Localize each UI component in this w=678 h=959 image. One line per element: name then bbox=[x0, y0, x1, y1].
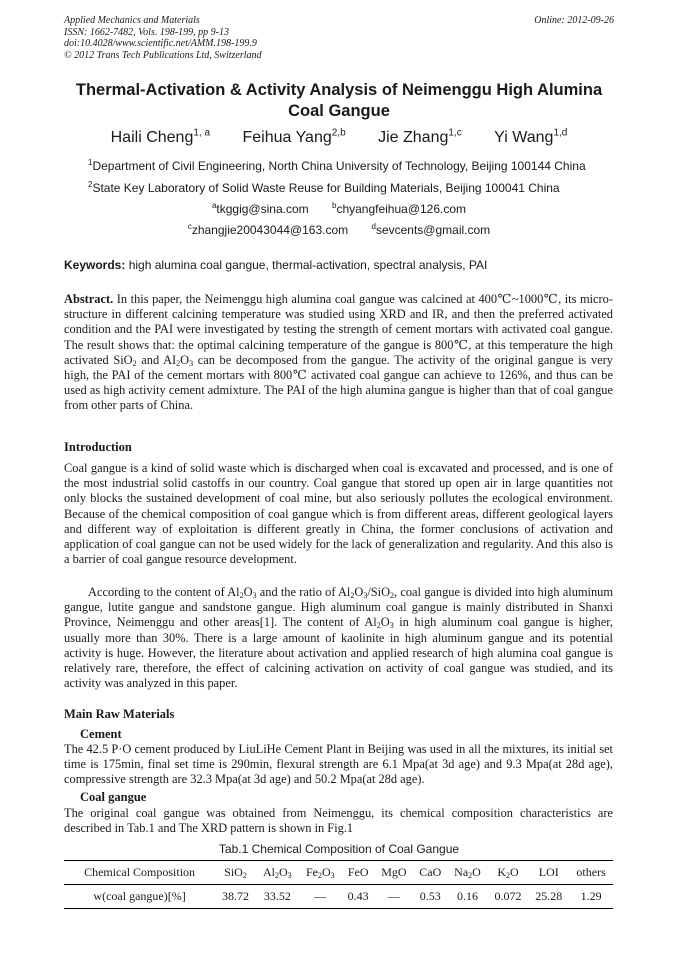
paper-title: Thermal-Activation & Activity Analysis of Neimenggu High Alumina Coal Gangue bbox=[75, 81, 603, 120]
table-header-cell: CaO bbox=[413, 861, 447, 885]
table-cell: — bbox=[299, 885, 342, 909]
table-header-cell: SiO$_2$ bbox=[215, 861, 256, 885]
table-cell: 0.53 bbox=[413, 885, 447, 909]
table-header-cell: $Al_2O_3$ bbox=[256, 861, 299, 885]
materials-heading: Main Raw Materials bbox=[64, 707, 175, 721]
introduction-heading: Introduction bbox=[64, 440, 132, 454]
table-row bbox=[64, 885, 613, 909]
email-b[interactable]: $^b$chyangfeihua@126.com bbox=[331, 201, 467, 216]
table-caption: Tab.1 Chemical Composition of Coal Gangue bbox=[218, 842, 460, 856]
affiliation-1: $^1$Department of Civil Engineering, North China University of Technology, Beijing 100144 China bbox=[88, 158, 586, 173]
email-line-2 bbox=[0, 222, 678, 237]
table-header-cell: MgO bbox=[375, 861, 414, 885]
table-header-cell: LOI bbox=[528, 861, 569, 885]
author: Feihua Yang$^{2,b}$ bbox=[242, 128, 346, 147]
introduction-paragraph-1: Coal gangue is a kind of solid waste which is discharged when coal is excavated and processed, and is one of the most industrial solid castoffs in our country. Coal gangue that stored up open air in large quantities not only blocks the sustained development of coal mine, but also seriously pollutes the ecological environment. Because of the chemical composition of coal gangue which is from different areas, different geological layers and different way of exploitation is different greatly in China, the former conclusions of activation and application of coal gangue can not be used widely for the lack of generalization and regularity. And this also is a barrier of coal gangue resource development. bbox=[64, 461, 613, 567]
coal-gangue-heading: Coal gangue bbox=[80, 790, 147, 804]
email-c[interactable]: $^c$zhangjie20043044@163.com bbox=[187, 222, 349, 237]
cement-paragraph: The 42.5 P·O cement produced by LiuLiHe Cement Plant in Beijing was used in all the mixtures, its initial set time is 175min, final set time is 290min, flexural strength are 6.1 Mpa(at 3d age) and 9.3 Mpa(at 28d age), compressive strength are 32.3 Mpa(at 3d age) and 50.2 Mpa(at 28d age). bbox=[64, 742, 613, 787]
keywords-text: high alumina coal gangue, thermal-activation, spectral analysis, PAI bbox=[128, 258, 488, 272]
coal-gangue-paragraph: The original coal gangue was obtained from Neimenggu, its chemical composition characteristics are described in Tab.1 and The XRD pattern is shown in Fig.1 bbox=[64, 806, 613, 836]
keywords-label: Keywords: bbox=[64, 258, 126, 272]
table-cell: 0.16 bbox=[447, 885, 487, 909]
doi-line[interactable]: doi:10.4028/www.scientific.net/AMM.198-199.9 bbox=[64, 38, 257, 49]
email-line-1 bbox=[0, 201, 678, 216]
table-header-row bbox=[64, 861, 613, 885]
keywords bbox=[64, 258, 487, 272]
table-header-cell: $Fe_2O_3$ bbox=[299, 861, 342, 885]
table-cell: 38.72 bbox=[215, 885, 256, 909]
composition-table bbox=[64, 860, 613, 909]
author: Jie Zhang$^{1,c}$ bbox=[378, 128, 462, 147]
introduction-paragraph-2: According to the content of $Al_2O_3$ and the ratio of $Al_2O_3/SiO_2$, coal gangue is divided into high aluminum gangue, lutite gangue and sandstone gangue. High aluminum coal gangue is mainly distributed in Shanxi Province, Neimenggu and other areas[1]. The content of $Al_2O_3$ in high aluminum coal gangue is higher, usually more than 30%. There is a large amount of kaolinite in high aluminum gangue and its potential activity is huge. However, the literature about activation and applied research of high alumina coal gangue is relatively rare, therefore, the effect of calcining activation on activity of coal gangue was studied, and its activity was analyzed in this paper. bbox=[64, 585, 613, 691]
table-header-cell: FeO bbox=[342, 861, 375, 885]
author: Yi Wang$^{1,d}$ bbox=[494, 128, 568, 147]
table-cell: 1.29 bbox=[569, 885, 613, 909]
table-cell: 25.28 bbox=[528, 885, 569, 909]
table-header-cell: $Na_2O$ bbox=[447, 861, 487, 885]
table-header-cell: others bbox=[569, 861, 613, 885]
journal-header bbox=[64, 15, 262, 61]
journal-name: Applied Mechanics and Materials bbox=[64, 15, 200, 26]
table-header-cell: $K_2O$ bbox=[488, 861, 529, 885]
email-d[interactable]: $^d$sevcents@gmail.com bbox=[371, 222, 491, 237]
author: Haili Cheng$^{1, a}$ bbox=[110, 128, 211, 147]
table-cell: 0.072 bbox=[488, 885, 529, 909]
table-header-cell: Chemical Composition bbox=[64, 861, 215, 885]
author-list bbox=[0, 128, 678, 147]
abstract-label: Abstract. bbox=[64, 292, 114, 306]
cement-heading: Cement bbox=[80, 727, 122, 741]
copyright-line: © 2012 Trans Tech Publications Ltd, Switzerland bbox=[64, 49, 262, 61]
affiliation-2: $^2$State Key Laboratory of Solid Waste Reuse for Building Materials, Beijing 100041 China bbox=[88, 180, 560, 195]
issn-line: ISSN: 1662-7482, Vols. 198-199, pp 9-13 bbox=[64, 26, 229, 38]
table-row-label: w(coal gangue)[%] bbox=[64, 885, 215, 909]
table-cell: 0.43 bbox=[342, 885, 375, 909]
table-cell: — bbox=[375, 885, 414, 909]
table-cell: 33.52 bbox=[256, 885, 299, 909]
abstract: Abstract. In this paper, the Neimenggu high alumina coal gangue was calcined at 400℃~1000℃, its micro-structure in different calcining temperature was studied using XRD and IR, and then the preferred activated condition and the PAI were investigated by testing the strength of cement mortars with activated coal gangue. The result shows that: the optimal calcining temperature of the gangue is 800℃, at this temperature the high activated SiO$_2$ and $AI_2O_3$ can be decomposed from the gangue. The activity of the original gangue is very high, the PAI of the cement mortars with 800℃ activated coal gangue can achieve to 126%, and thus can be used as high activity cement admixture. The PAI of the high alumina gangue is higher than that of coal gangue from other parts of China. bbox=[64, 292, 614, 413]
email-a[interactable]: $^a$tkggig@sina.com bbox=[211, 201, 309, 216]
online-date: Online: 2012-09-26 bbox=[534, 15, 614, 26]
